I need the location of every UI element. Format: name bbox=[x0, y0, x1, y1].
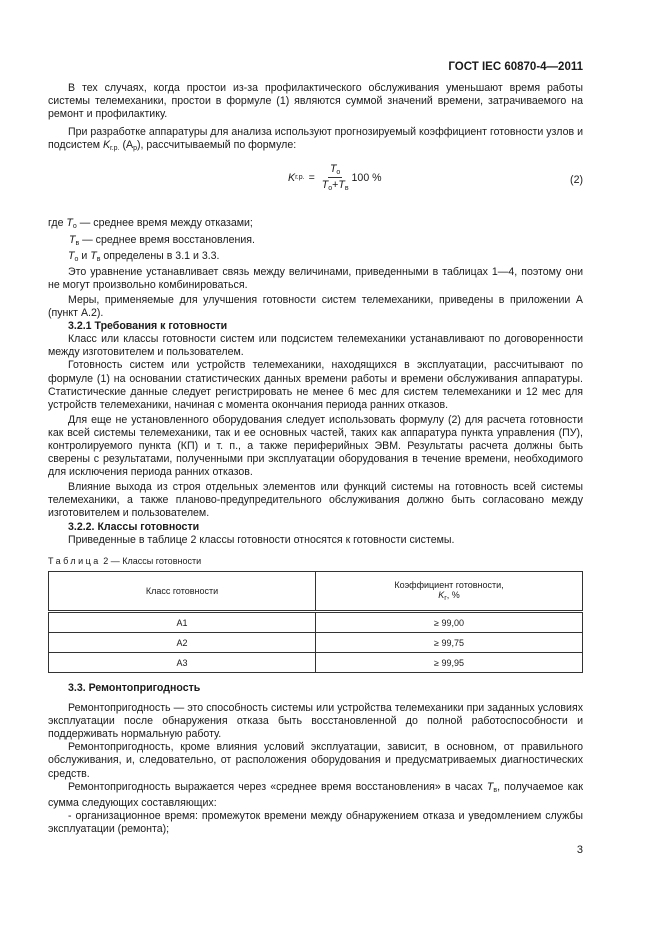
paragraph: Это уравнение устанавливает связь между величинами, приведенными в таблицах 1—4, поэтому они не могут произвольно комбинироваться. bbox=[48, 265, 583, 291]
where-item: где $T_o$ — среднее время между отказами; bbox=[48, 217, 253, 231]
document-header: ГОСТ IEC 60870-4—2011 bbox=[448, 61, 583, 73]
paragraph: Ремонтопригодность выражается через «среднее время восстановления» в часах $T_в$, получаемое как сумма следующих составляющих: bbox=[48, 780, 583, 809]
table-caption: Таблица 2 — Классы готовности bbox=[48, 556, 202, 566]
paragraph: $T_o$ и $T_в$ определены в 3.1 и 3.3. bbox=[68, 249, 220, 263]
section-availability bbox=[48, 82, 583, 547]
table-row: A1 ≥ 99,00 bbox=[49, 612, 583, 633]
paragraph: Для еще не установленного оборудования следует использовать формулу (2) для расчета готовности как всей системы телемеханики, так и ее основных частей, таких как аппаратура пункта управления (ПУ), контролируемого пункта (КП) и т. п., а также периферийных ЭВМ. Результаты расчета должны быть сверены с результатами, полученными при эксплуатации оборудования в течение времени, необходимого для исключения периода ранних отказов. bbox=[48, 413, 583, 479]
paragraph: Ремонтопригодность, кроме влияния условий эксплуатации, зависит, в основном, от правильного обслуживания, и, следовательно, от расположения оборудования и предусматриваемых диагностических средств. bbox=[48, 741, 583, 780]
table-row: A3 ≥ 99,95 bbox=[49, 653, 583, 673]
heading-3-2-2: 3.2.2. Классы готовности bbox=[68, 520, 200, 533]
paragraph: Приведенные в таблице 2 классы готовности относятся к готовности системы. bbox=[68, 533, 455, 546]
paragraph: - организационное время: промежуток времени между обнаружением отказа и уведомлением службы эксплуатации (ремонта); bbox=[48, 809, 583, 835]
column-header: Класс готовности bbox=[49, 572, 316, 612]
paragraph: Меры, применяемые для улучшения готовности систем телемеханики, приведены в приложении А (пункт А.2). bbox=[48, 293, 583, 320]
formula-number: (2) bbox=[570, 174, 583, 187]
paragraph: Класс или классы готовности систем или подсистем телемеханики устанавливают по договоренности между изготовителем и пользователем. bbox=[48, 333, 583, 359]
heading-3-3: 3.3. Ремонтопригодность bbox=[68, 682, 201, 694]
table-row: A2 ≥ 99,75 bbox=[49, 633, 583, 653]
page-number: 3 bbox=[576, 844, 583, 856]
heading-3-2-1: 3.2.1 Требования к готовности bbox=[68, 320, 228, 333]
section-maintainability bbox=[48, 682, 583, 836]
column-header: Коэффициент готовности, $K_г$, % bbox=[316, 572, 583, 612]
formula-2: K г.р. = $\frac{T_o}{T_o+T_в}$ 100 % (2) bbox=[288, 163, 583, 193]
paragraph: Готовность систем или устройств телемеханики, находящихся в эксплуатации, рассчитывают по формуле (1) на основании статистических данных времени работы и времени обслуживания аппаратуры. Статистические данные следует регистрировать не менее 6 мес для систем телемеханики и 12 мес для устройств телемеханики, начиная с момента окончания периода ранних отказов. bbox=[48, 359, 583, 411]
where-list bbox=[48, 217, 583, 249]
paragraph: Ремонтопригодность — это способность системы или устройства телемеханики при заданных условиях эксплуатации после обнаружения отказа быть восстановленной до полной работоспособности и поддерживать нормальную работу. bbox=[48, 702, 583, 741]
paragraph: При разработке аппаратуры для анализа используют прогнозируемый коэффициент готовности узлов и подсистем $K_{г.р.}$ $(A_p)$, рассчитываемый по формуле: bbox=[48, 126, 583, 153]
paragraph: В тех случаях, когда простои из-за профилактического обслуживания уменьшают время работы системы телемеханики, простои в формуле (1) являются суммой значений времени, затрачиваемого на ремонт и профилактику. bbox=[48, 82, 583, 121]
table-2 bbox=[48, 556, 583, 673]
paragraph: Влияние выхода из строя отдельных элементов или функций системы на готовность всей системы телемеханики, а также планово-предупредительного обслуживания должно быть согласовано между изготовителем и пользователем. bbox=[48, 481, 583, 520]
where-item: $T_в$ — среднее время восстановления. bbox=[69, 233, 255, 247]
